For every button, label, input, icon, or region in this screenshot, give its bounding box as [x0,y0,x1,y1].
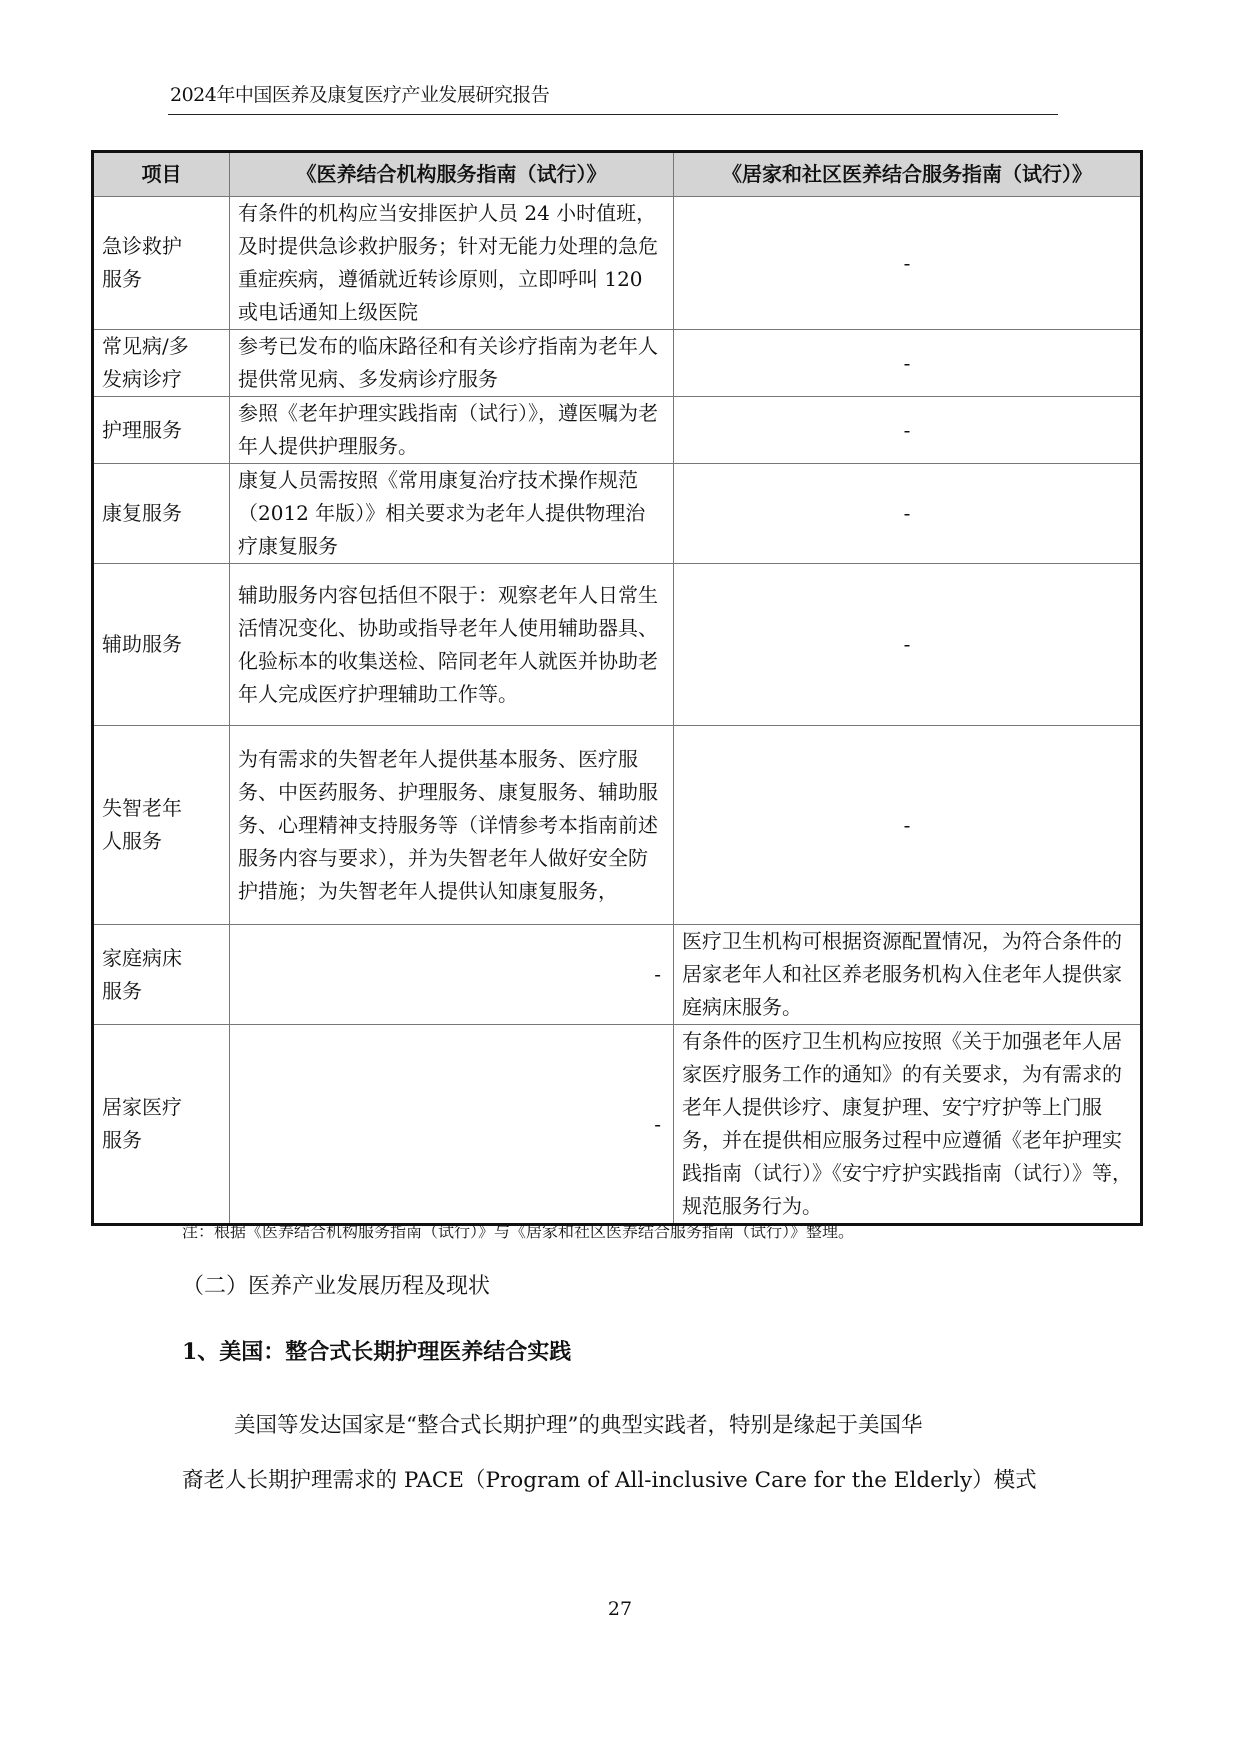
table-row [93,726,1142,925]
home-community-cell: - [674,726,1142,925]
column-header-institution-guide: 《医养结合机构服务指南（试行）》 [230,152,674,197]
row-item: 常见病/多 发病诊疗 [93,330,230,397]
row-item: 家庭病床 服务 [93,925,230,1025]
table-row [93,197,1142,330]
institution-cell: 参考已发布的临床路径和有关诊疗指南为老年人提供常见病、多发病诊疗服务 [230,330,674,397]
institution-cell: - [230,1025,674,1225]
column-header-item: 项目 [93,152,230,197]
table-row [93,330,1142,397]
institution-cell: 辅助服务内容包括但不限于：观察老年人日常生活情况变化、协助或指导老年人使用辅助器具、化验标本的收集送检、陪同老年人就医并协助老年人完成医疗护理辅助工作等。 [230,564,674,726]
home-community-cell: - [674,330,1142,397]
report-title: 2024年中国医养及康复医疗产业发展研究报告 [170,84,550,106]
row-item: 辅助服务 [93,564,230,726]
section-heading: （二）医养产业发展历程及现状 [182,1274,491,1299]
page-number: 27 [607,1598,633,1620]
row-item: 急诊救护 服务 [93,197,230,330]
paragraph-line: 美国等发达国家是“整合式长期护理”的典型实践者，特别是缘起于美国华 [234,1413,923,1438]
institution-cell: 参照《老年护理实践指南（试行）》，遵医嘱为老年人提供护理服务。 [230,397,674,464]
table-row [93,1025,1142,1225]
institution-cell: 康复人员需按照《常用康复治疗技术操作规范（2012 年版）》相关要求为老年人提供物理治疗康复服务 [230,464,674,564]
table-note: 注：根据《医养结合机构服务指南（试行）》与《居家和社区医养结合服务指南（试行）》整理。 [182,1222,855,1241]
home-community-cell: - [674,397,1142,464]
row-item: 护理服务 [93,397,230,464]
sub-heading: 1、美国：整合式长期护理医养结合实践 [182,1339,572,1365]
home-community-cell: - [674,564,1142,726]
paragraph-line: 裔老人长期护理需求的 PACE（Program of All-inclusive Care for the Elderly）模式 [182,1468,1037,1493]
table-row [93,464,1142,564]
home-community-cell: - [674,464,1142,564]
row-item: 居家医疗 服务 [93,1025,230,1225]
table-header-row [93,152,1142,197]
column-header-home-community-guide: 《居家和社区医养结合服务指南（试行）》 [674,152,1142,197]
body-paragraph [182,1398,1062,1508]
table-row [93,397,1142,464]
row-item: 康复服务 [93,464,230,564]
home-community-cell: - [674,197,1142,330]
running-header [168,80,1058,115]
table-row [93,925,1142,1025]
institution-cell: 有条件的机构应当安排医护人员 24 小时值班，及时提供急诊救护服务；针对无能力处理的急危重症疾病，遵循就近转诊原则，立即呼叫 120 或电话通知上级医院 [230,197,674,330]
row-item: 失智老年 人服务 [93,726,230,925]
table-row [93,564,1142,726]
institution-cell: 为有需求的失智老年人提供基本服务、医疗服务、中医药服务、护理服务、康复服务、辅助服务、心理精神支持服务等（详情参考本指南前述服务内容与要求），并为失智老年人做好安全防护措施；为失智老年人提供认知康复服务， [230,726,674,925]
service-comparison-table [91,150,1143,1226]
home-community-cell: 医疗卫生机构可根据资源配置情况，为符合条件的居家老年人和社区养老服务机构入住老年人提供家庭病床服务。 [674,925,1142,1025]
institution-cell: - [230,925,674,1025]
home-community-cell: 有条件的医疗卫生机构应按照《关于加强老年人居家医疗服务工作的通知》的有关要求，为有需求的老年人提供诊疗、康复护理、安宁疗护等上门服务，并在提供相应服务过程中应遵循《老年护理实践指南（试行）》《安宁疗护实践指南（试行）》等，规范服务行为。 [674,1025,1142,1225]
